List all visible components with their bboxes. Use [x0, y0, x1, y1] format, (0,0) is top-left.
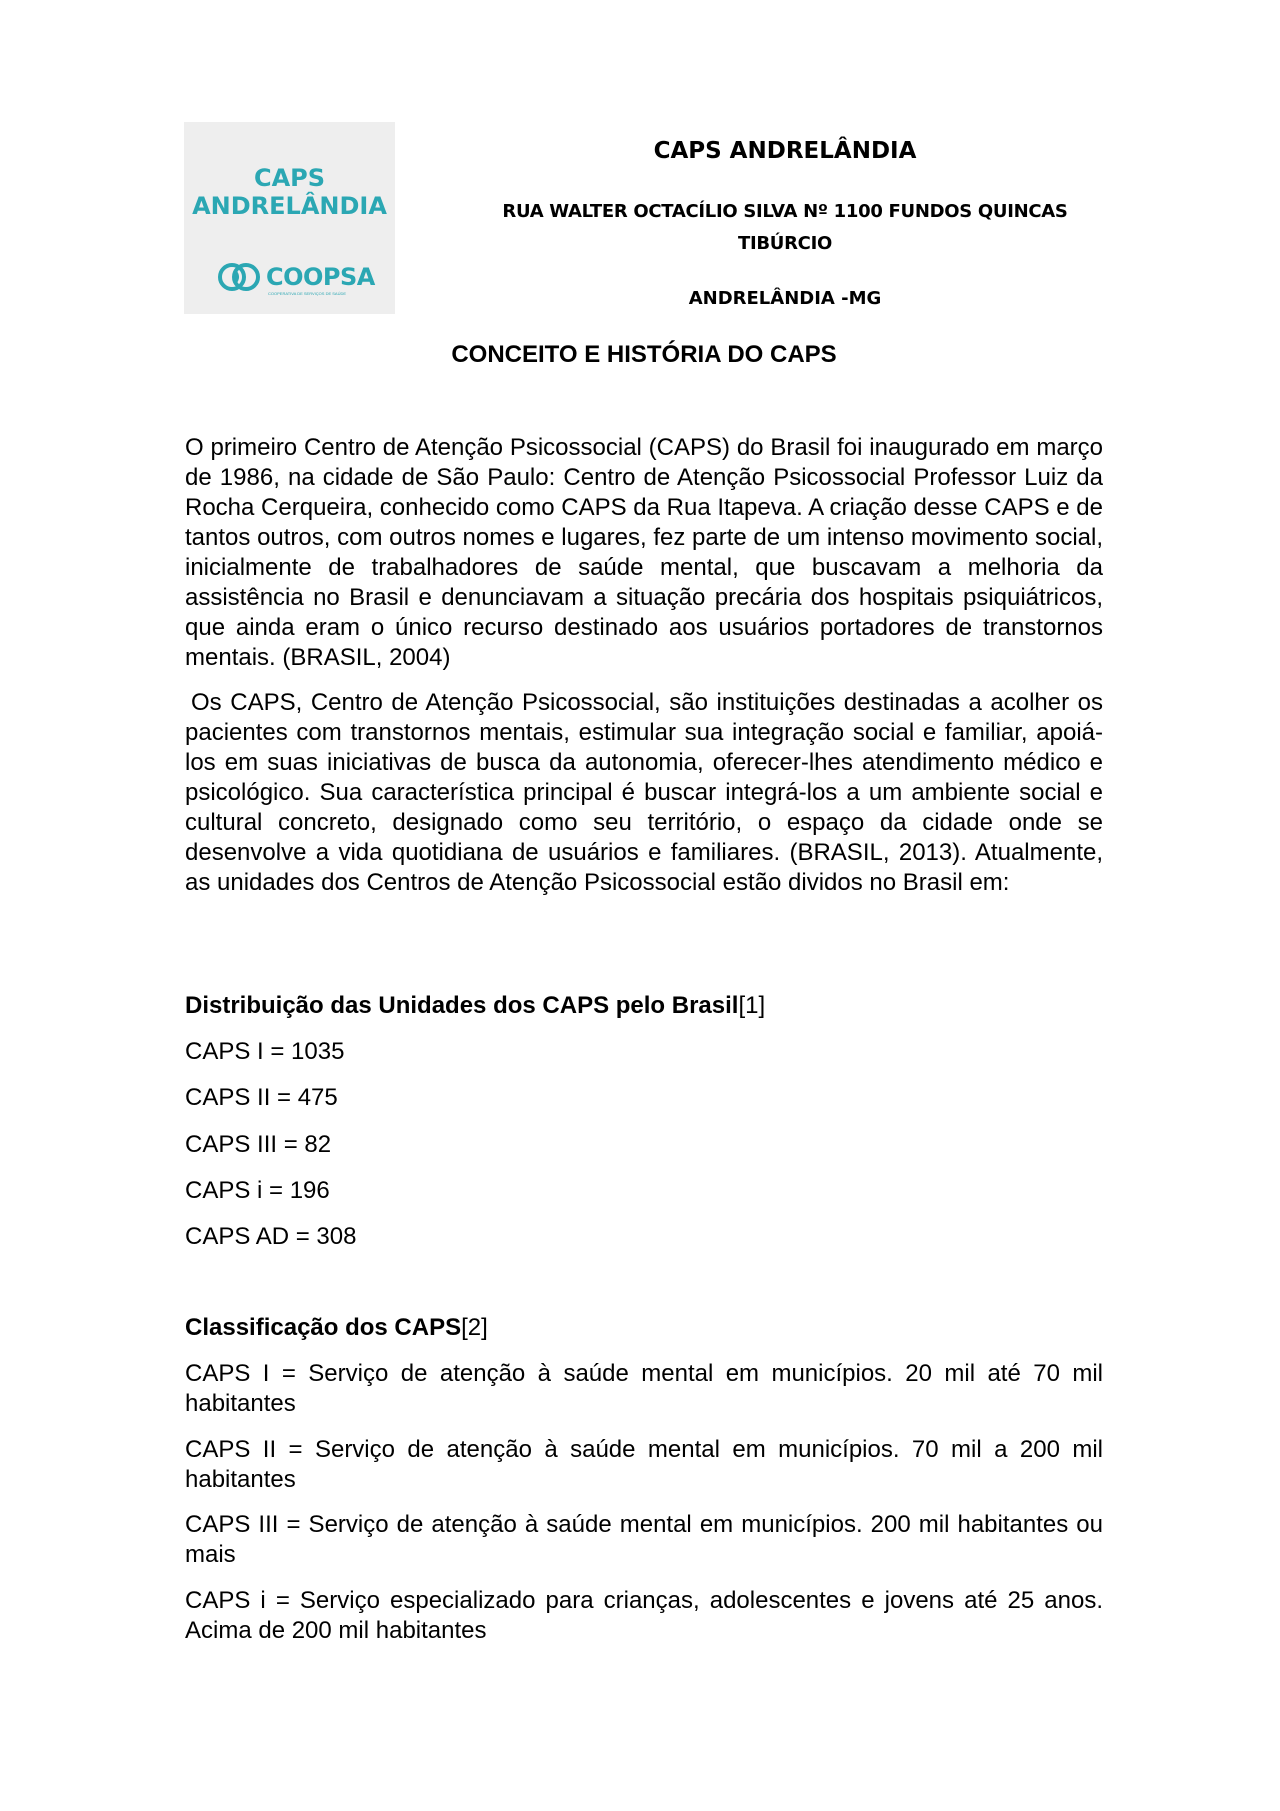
paragraph-history: O primeiro Centro de Atenção Psicossocial (CAPS) do Brasil foi inaugurado em março de 1986, na cidade de São Paulo: Centro de Atenção Psicossocial Professor Luiz da Rocha Cerqueira, conhecido como CAPS da Rua Itapeva. A criação desse CAPS e de tantos outros, com outros nomes e lugares, fez parte de um intenso movimento social, inicialmente de trabalhadores de saúde mental, que buscavam a melhoria da assistência no Brasil e denunciavam a situação precária dos hospitais psiquiátricos, que ainda eram o único recurso destinado aos usuários portadores de transtornos mentais. (BRASIL, 2004) [185, 434, 1103, 671]
logo-title [184, 164, 395, 220]
classification-item: CAPS III = Serviço de atenção à saúde mental em municípios. 200 mil habitantes ou mais [185, 1511, 1103, 1568]
classification-item: CAPS i = Serviço especializado para crianças, adolescentes e jovens até 25 anos. Acima de 200 mil habitantes [185, 1587, 1103, 1644]
classification-heading [185, 1313, 1103, 1343]
caps-logo [184, 122, 395, 314]
classification-item: CAPS I = Serviço de atenção à saúde mental em municípios. 20 mil até 70 mil habitantes [185, 1360, 1103, 1417]
org-city: ANDRELÂNDIA -MG [688, 288, 882, 309]
org-address [470, 196, 1100, 260]
logo-line-andrelandia: ANDRELÂNDIA [192, 192, 387, 220]
distribution-heading-text: Distribuição das Unidades dos CAPS pelo Brasil [185, 992, 739, 1019]
address-line-2: TIBÚRCIO [738, 233, 832, 254]
logo-line-caps: CAPS [253, 164, 326, 192]
paragraph-definition: Os CAPS, Centro de Atenção Psicossocial, são instituições destinadas a acolher os pacientes com transtornos mentais, estimular sua integração social e familiar, apoiá-los em suas iniciativas de busca da autonomia, oferecer-lhes atendimento médico e psicológico. Sua característica principal é buscar integrá-los a um ambiente social e cultural concreto, designado como seu território, o espaço da cidade onde se desenvolve a vida quotidiana de usuários e familiares. (BRASIL, 2013). Atualmente, as unidades dos Centros de Atenção Psicossocial estão dividos no Brasil em: [185, 689, 1103, 896]
coopsa-tagline: COOPERATIVA DE SERVIÇOS DE SAÚDE [268, 291, 347, 296]
distribution-heading [185, 991, 1103, 1021]
classification-item: CAPS II = Serviço de atenção à saúde mental em municípios. 70 mil a 200 mil habitantes [185, 1436, 1103, 1493]
coopsa-icon [218, 260, 262, 294]
distribution-item: CAPS i = 196 [185, 1177, 330, 1204]
distribution-item: CAPS I = 1035 [185, 1038, 345, 1065]
coopsa-brand [218, 260, 375, 300]
org-name: CAPS ANDRELÂNDIA [653, 138, 917, 164]
distribution-item: CAPS III = 82 [185, 1131, 332, 1158]
classification-heading-text: Classificação dos CAPS [185, 1314, 462, 1341]
footnote-link-2[interactable]: [2] [461, 1314, 488, 1341]
coopsa-wordmark: COOPSA [266, 263, 375, 291]
document-title: CONCEITO E HISTÓRIA DO CAPS [451, 341, 837, 368]
distribution-item: CAPS II = 475 [185, 1084, 338, 1111]
distribution-item: CAPS AD = 308 [185, 1223, 357, 1250]
address-line-1: RUA WALTER OCTACÍLIO SILVA Nº 1100 FUNDOS QUINCAS [502, 201, 1068, 222]
footnote-link-1[interactable]: [1] [738, 992, 766, 1019]
